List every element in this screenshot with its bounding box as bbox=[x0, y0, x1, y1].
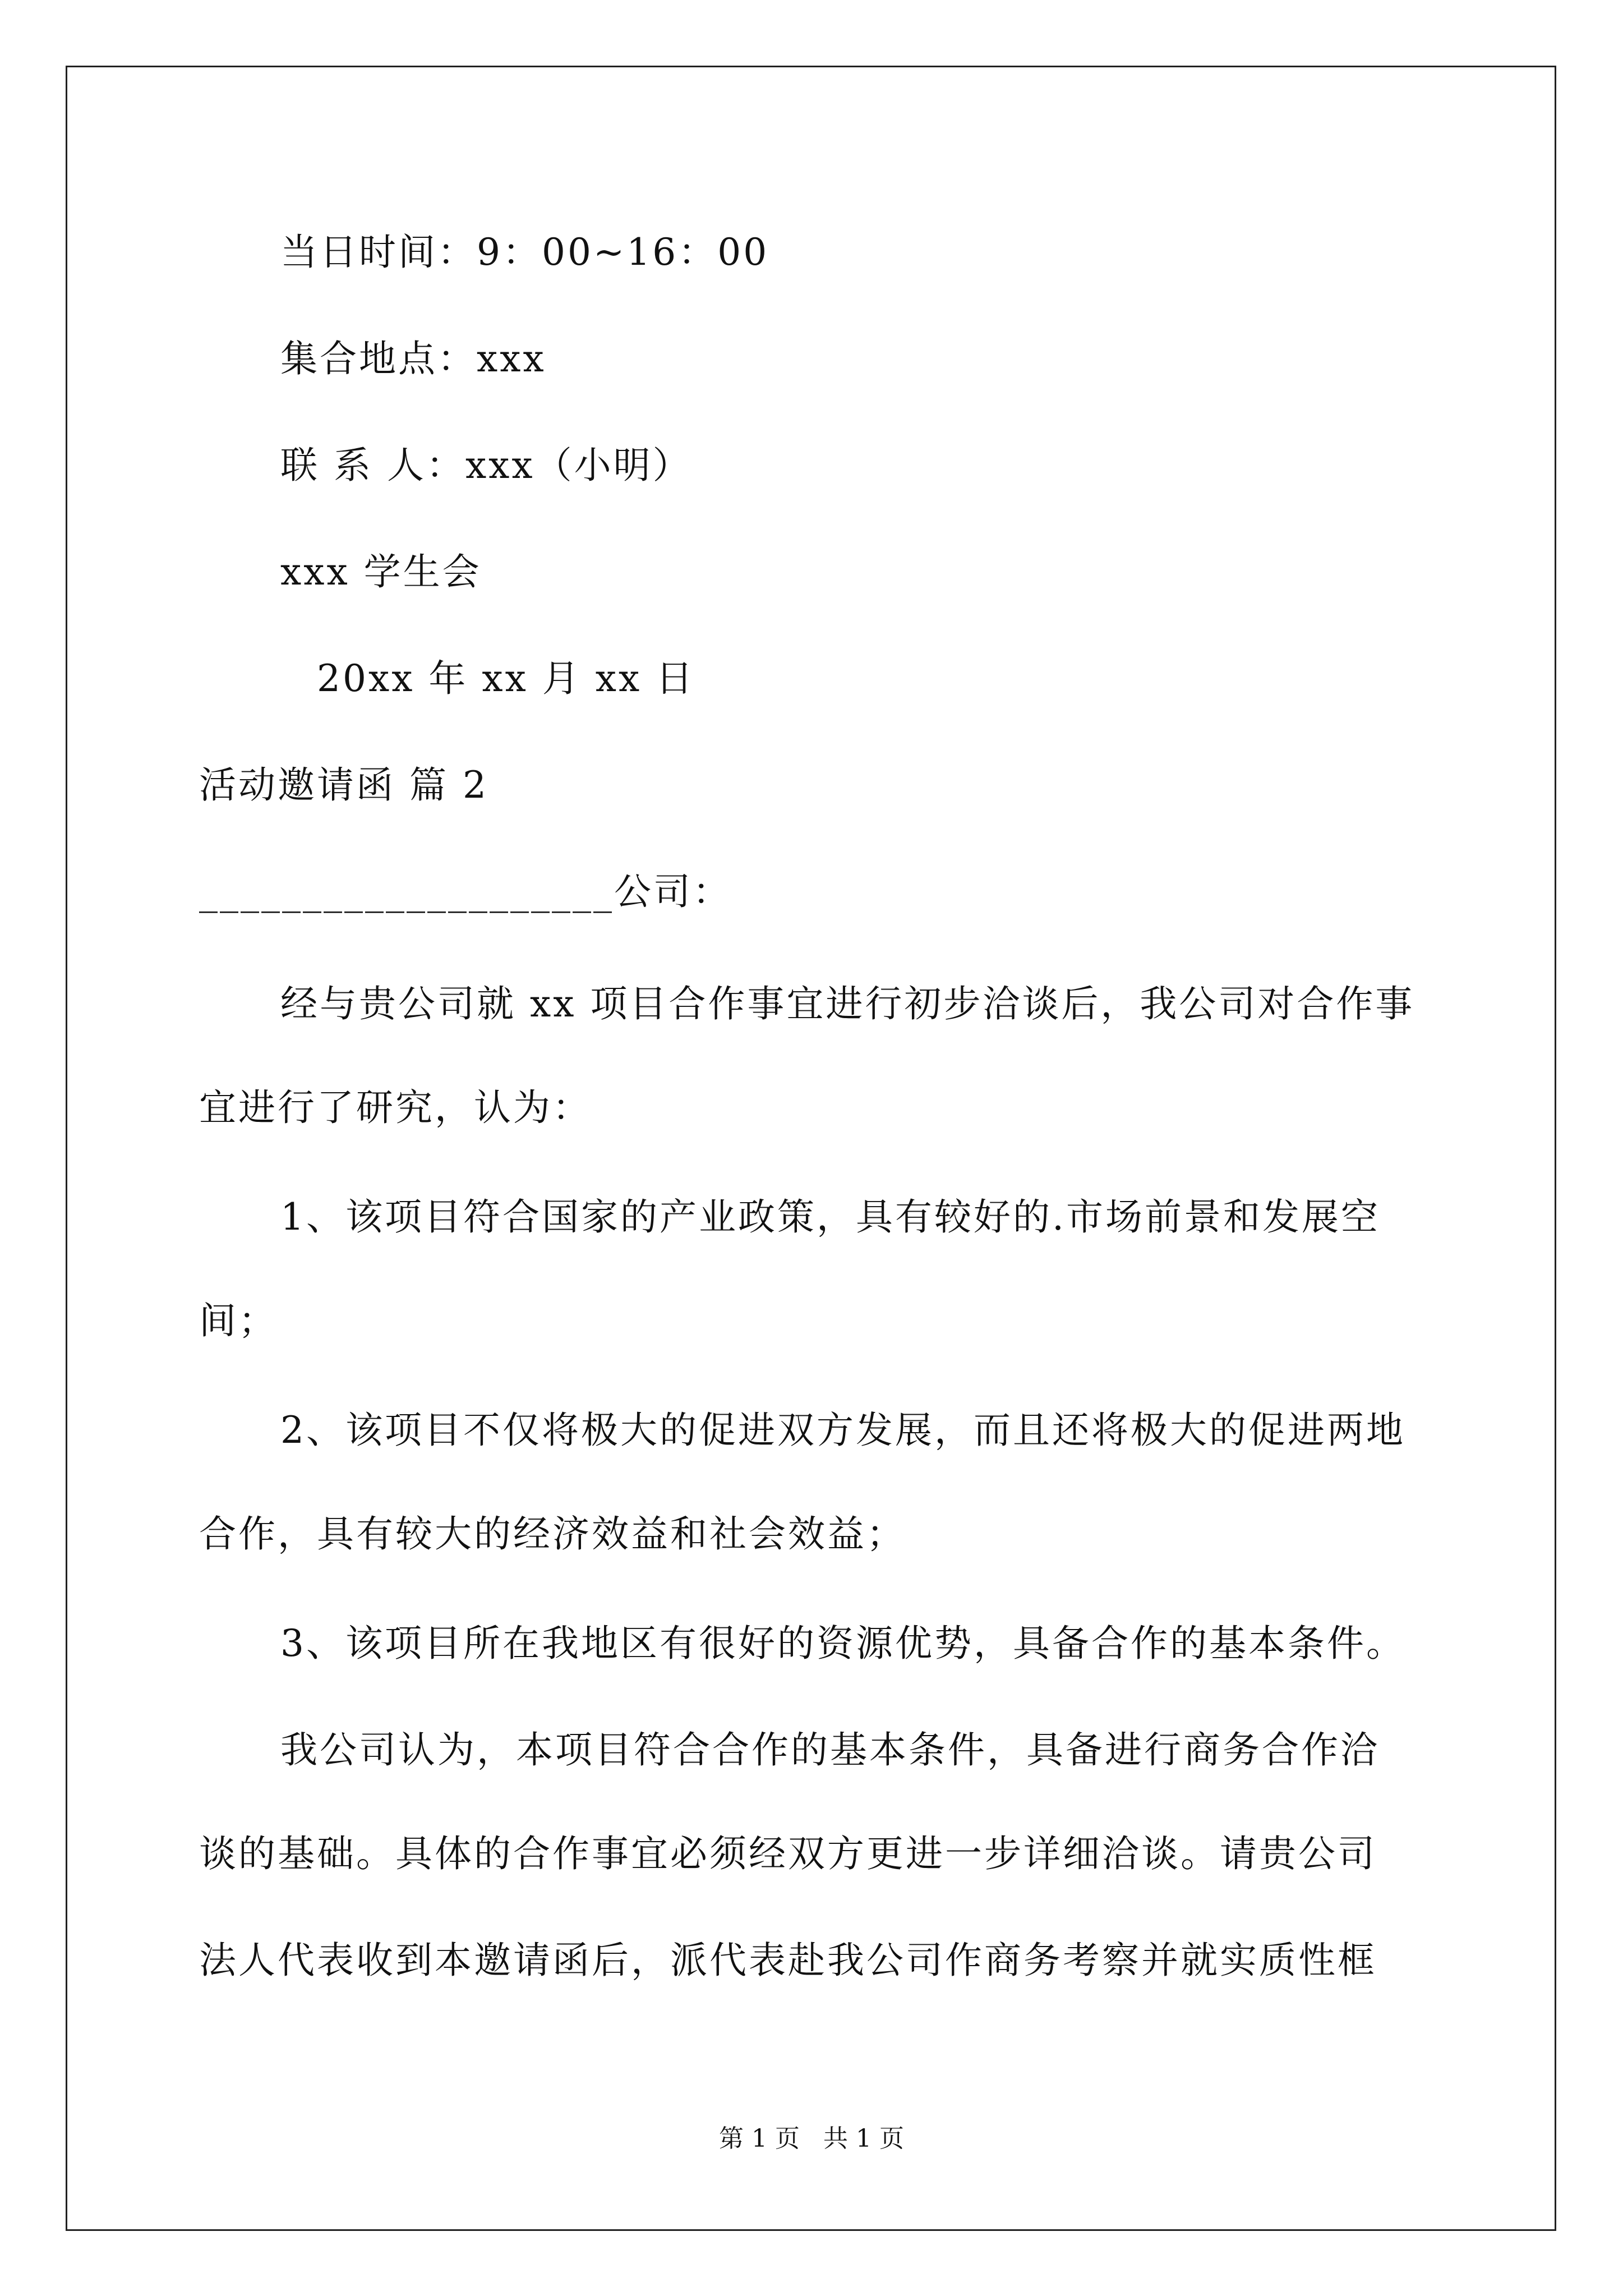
list-item-2-cont: 合作，具有较大的经济效益和社会效益； bbox=[199, 1512, 906, 1556]
event-time-line: 当日时间：9：00~16：00 bbox=[280, 231, 769, 274]
meeting-place-line: 集合地点：xxx bbox=[280, 337, 546, 380]
body-paragraph-2-cont-2: 法人代表收到本邀请函后，派代表赴我公司作商务考察并就实质性框 bbox=[199, 1939, 1377, 1982]
list-item-3: 3、该项目所在我地区有很好的资源优势，具备合作的基本条件。 bbox=[280, 1622, 1405, 1665]
section-heading: 活动邀请函 篇 2 bbox=[199, 763, 488, 807]
body-paragraph-2-cont-1: 谈的基础。具体的合作事宜必须经双方更进一步详细洽谈。请贵公司 bbox=[199, 1832, 1377, 1875]
page-border bbox=[66, 66, 1556, 2231]
list-item-1: 1、该项目符合国家的产业政策，具有较好的.市场前景和发展空 bbox=[280, 1195, 1380, 1239]
date-line: 20xx 年 xx 月 xx 日 bbox=[317, 657, 695, 700]
recipient-company-line: ____________________公司： bbox=[199, 870, 732, 913]
list-item-2: 2、该项目不仅将极大的促进双方发展，而且还将极大的促进两地 bbox=[280, 1409, 1405, 1452]
list-item-1-cont: 间； bbox=[199, 1299, 278, 1342]
page-footer: 第 1 页 共 1 页 bbox=[719, 2124, 904, 2153]
body-paragraph-2: 我公司认为，本项目符合合作的基本条件，具备进行商务合作洽 bbox=[280, 1728, 1380, 1772]
body-paragraph-1-cont: 宜进行了研究，认为： bbox=[199, 1086, 592, 1129]
organizer-line: xxx 学生会 bbox=[280, 550, 482, 593]
body-paragraph-1: 经与贵公司就 xx 项目合作事宜进行初步洽谈后，我公司对合作事 bbox=[280, 982, 1415, 1025]
contact-person-line: 联 系 人：xxx（小明） bbox=[280, 444, 692, 487]
